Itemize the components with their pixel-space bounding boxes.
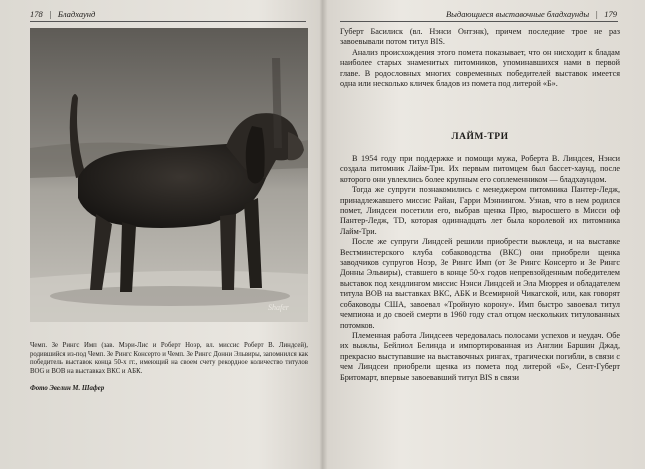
left-header-rule xyxy=(30,21,306,22)
right-running-header: Выдающиеся выставочные бладхаунды | 179 xyxy=(445,9,617,19)
svg-text:Shafer: Shafer xyxy=(268,303,289,312)
paragraph: Губерт Басилиск (вл. Нэнси Онтэнк), причем последние трое не раз завоевывали потом титул BIS. xyxy=(340,27,620,47)
paragraph: Анализ происхождения этого помета показывает, что он нисходит к бладам наиболее старых знаменитых питомников, упоминавшихся нами в первой главе. В родословных многих современных победителей выставок имеется одна или несколько кличек бладов из помета под литерой «Б». xyxy=(340,47,620,89)
right-page xyxy=(324,0,645,469)
right-page-number: 179 xyxy=(604,9,617,19)
top-text-block xyxy=(340,27,620,89)
right-running-head: Выдающиеся выставочные бладхаунды xyxy=(445,9,590,19)
paragraph: Племенная работа Линдсеев чередовалась полосами успехов и неудач. Обе их выжлы, Бейлиол Белинда и импортированная из Англии Баршин Джад, прекрасно выступавшие на выставочных рингах, трагически погибли, в связи с чем Линдсеи приобрели щенка из помета под литерой «Б», Сент-Губерт Бритомарт, впервые завоевавший титул BIS в связи xyxy=(340,330,620,382)
photo-caption xyxy=(30,342,308,376)
section-heading: ЛАЙМ-ТРИ xyxy=(451,132,509,142)
left-page xyxy=(0,0,320,469)
paragraph: Тогда же супруги познакомились с менеджером питомника Пантер-Ледж, принадлежавшего миссис Райан, Гарри Мэннингом. Узнав, что в нем родился помет, Линдсеи посетили его, выбрав щенка Прю, выросшего в Мисси оф Пантер-Ледж, TD, которая одиннадцать лет была королевой их питомника Лайм-Три. xyxy=(340,185,620,236)
left-running-header: 178 | Бладхаунд xyxy=(30,9,96,19)
paragraph: После же супруги Линдсей решили приобрести выжлеца, и на выставке Вестминстерского клуба собаководства (ВКС) они приобрели щенка заводчиков супругов Ноэр, Зе Рингс Имп (от Зе Рингс Консерто и Зе Рингс Донны Эльвиры), ставшего в конце 50-х годов непревзойденным победителем выставок под хендлингом миссис Нэнси Линдсей и Эла Мюррея и обладателем титула BOB на выставках ВКС, АБК и Всемирной Чикагской, или, как говорят собаководы США, завоевал «Тройную корону». Имп быстро завоевал титул чемпиона и до своей смерти в 1960 году стал отцом нескольких титулованных потомков. xyxy=(340,237,620,330)
left-running-head: Бладхаунд xyxy=(57,9,96,19)
dog-photo xyxy=(30,28,308,322)
main-text-block xyxy=(340,154,620,383)
photo-credit: Фото Эвелин М. Шафер xyxy=(30,385,105,392)
left-page-number: 178 xyxy=(30,9,43,19)
right-header-rule xyxy=(340,21,618,22)
bloodhound-illustration xyxy=(30,28,308,322)
caption-text: Чемп. Зе Рингс Имп (зав. Мэри-Лис и Роберт Ноэр, вл. миссис Роберт В. Линдсей), родившийся из-под Чемп. Зе Рингс Консерто и Чемп. Зе Рингс Донни Эльвиры, запомнился как победитель выставок конца 50-х гг., имеющий на своем счету рекордное количество титулов BOG и BOB на выставках ВКС и АБК. xyxy=(30,342,308,375)
paragraph: В 1954 году при поддержке и помощи мужа, Роберта В. Линдсея, Нэнси создала питомник Лайм-Три. Их первым питомцем был бассет-хаунд, после которого они увлеклись более крупным его соплеменником — бладхаундом. xyxy=(340,154,620,184)
